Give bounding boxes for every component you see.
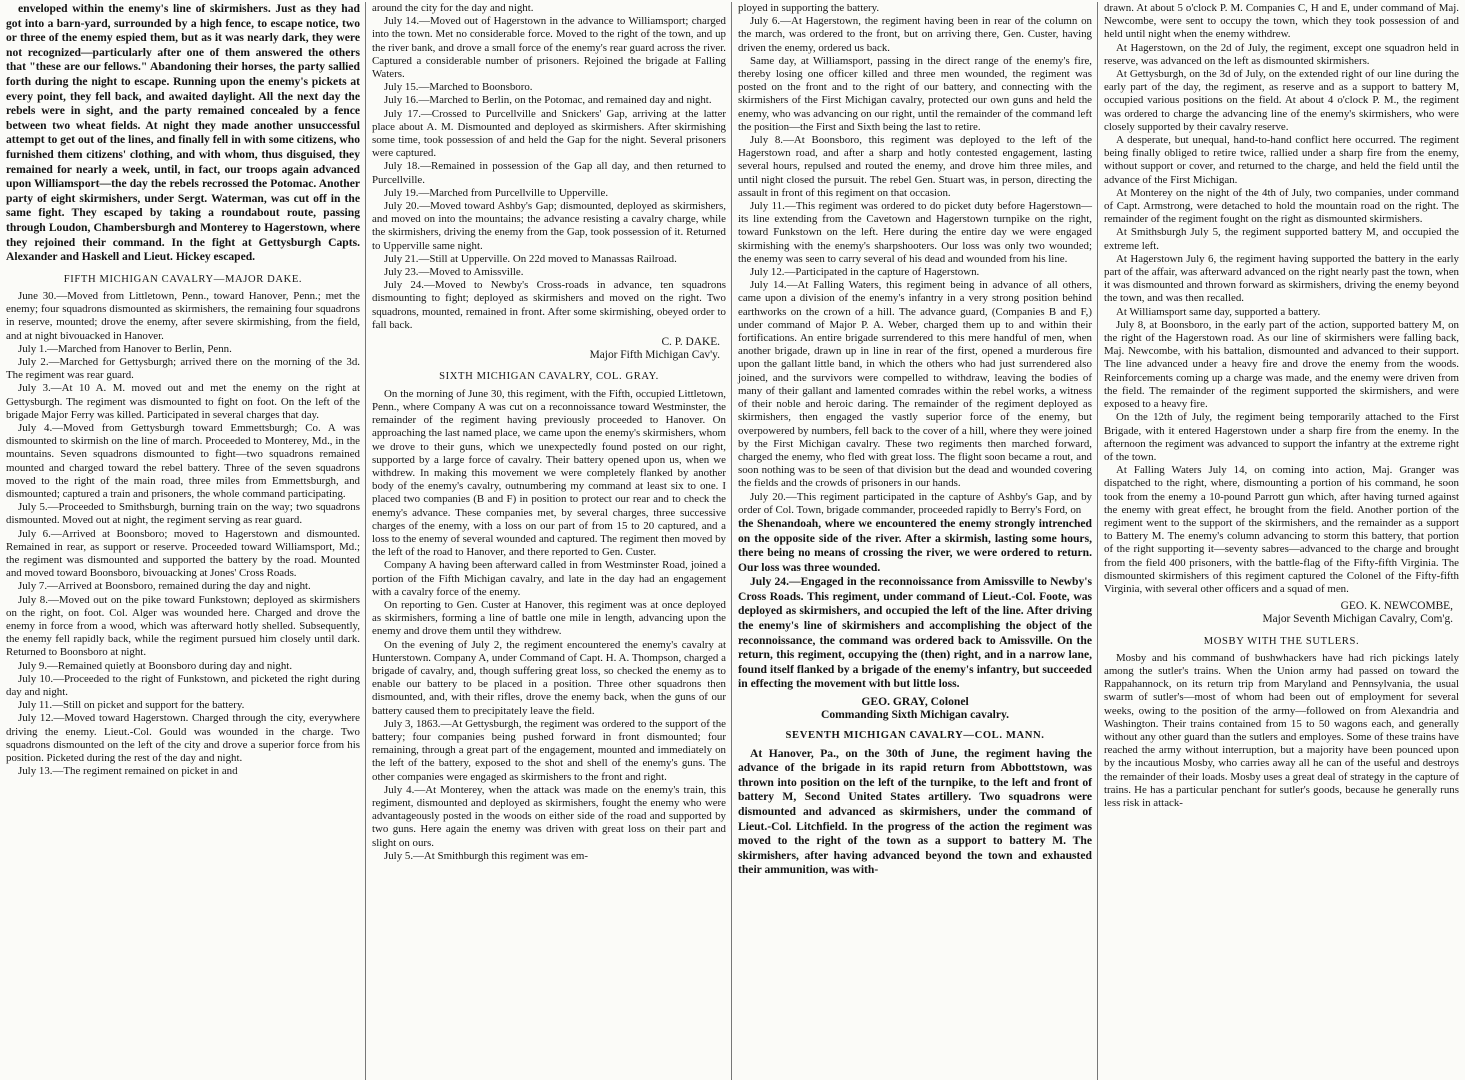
entry: July 14.—Moved out of Hagerstown in the advance to Williamsport; charged into the town. Met no considerable force. Moved to the right of the town, and up the river bank, and drove a small force of the enemy's rear guard across the river. Captured a considerable number of prisoners. Rejoined the brigade at Falling Waters. (372, 15, 726, 81)
entry: July 24.—Moved to Newby's Cross-roads in advance, ten squadrons dismounting to fight; deployed as skirmishers and moved on the right. Two squadrons, mounted, remained in front. After some skirmishing, obeyed order to fall back. (372, 279, 726, 331)
entry: July 3.—At 10 A. M. moved out and met the enemy on the right at Gettysburgh. The regiment was dismounted to fight on foot. On the left of the brigade Major Ferry was killed. Participated in several charges that day. (6, 382, 360, 421)
entry: July 21.—Still at Upperville. On 22d moved to Manassas Railroad. (384, 252, 677, 265)
entry: July 18.—Remained in possession of the Gap all day, and then returned to Purcellville. (372, 160, 726, 186)
signature-title: Commanding Sixth Michigan cavalry. (820, 708, 1010, 722)
signature-title: Major Fifth Michigan Cav'y. (589, 349, 720, 362)
entry: July 12.—Participated in the capture of Hagerstown. (750, 266, 980, 279)
entry: July 11.—This regiment was ordered to do picket duty before Hagerstown—its line extending from the Cavetown and Hagerstown turnpike on the right, toward Funkstown on the left. Here during the entire day we were engaged skirmishing with the enemy's sharpshooters. Our loss was only two wounded; the enemy was seen to carry several of his dead and wounded from his line. (738, 200, 1092, 265)
entry: July 3, 1863.—At Gettysburgh, the regiment was ordered to the support of the battery; four companies being pushed forward in front dismounted; four remaining, through a great part of the engagement, mounted and immediately on the left of the battery, exposed to the shot and shell of the enemy's guns. The other companies were engaged as skirmishers to the front and right. (372, 717, 726, 783)
entry: At Williamsport same day, supported a battery. (1116, 305, 1321, 318)
column-2 (366, 2, 732, 1080)
entry: July 5.—Proceeded to Smithsburgh, burning train on the way; two squadrons dismounted. Moved out at night, the regiment serving as rear guard. (6, 501, 360, 527)
signature-name: GEO. GRAY, Colonel (861, 695, 969, 709)
signature-title: Major Seventh Michigan Cavalry, Com'g. (1262, 613, 1453, 626)
entry: July 6.—At Hagerstown, the regiment having been in rear of the column on the march, was ordered to the front, but on arriving there, Gen. Custer, having driven the enemy, ordered us back. (738, 15, 1092, 54)
entry: July 5.—At Smithburgh this regiment was em- (384, 849, 588, 862)
entry-bold: the Shenandoah, where we encountered the enemy strongly intrenched on the opposite side of the river. After a skirmish, lasting some hours, there being no means of crossing the river, we were ordered to return. Our loss was three wounded. (738, 516, 1092, 574)
entry: July 14.—At Falling Waters, this regiment being in advance of all others, came upon a division of the enemy's infantry in a very strong position behind earthworks on the crown of a hill. The advance guard, (Companies B and F,) under command of Major P. A. Weber, charged them up to and within their fortifications. An entire brigade surrendered to this mere handful of men, when another brigade, drawn up in line in rear of the first, opened a murderous fire upon the gallant little band, in which the others who had just surrendered also joined, and the survivors were compelled to withdraw, leaving the bodies of many of their gallant and lamented comrades within the rebel works, a witness of their noble and heroic daring. The remainder of the regiment deployed as skirmishers, then engaged the vastly superior force of the enemy, but overpowered by numbers, fell back to the cover of a hill, where they were joined by the First Michigan cavalry. These two regiments then marched forward, charged the enemy, who fled with great loss. The flight soon became a rout, and soon nothing was to be seen of that division but the dead and wounded covering the fields and the crowds of prisoners in our hands. (738, 279, 1092, 490)
entry: July 13.—The regiment remained on picket in and (18, 765, 238, 778)
entry: On the 12th of July, the regiment being temporarily attached to the First Brigade, with it entered Hagerstown under a sharp fire from the enemy. In the afternoon the regiment was advanced to support the infantry at the extreme right of the town. (1104, 411, 1459, 463)
section-heading: FIFTH MICHIGAN CAVALRY—MAJOR DAKE. (63, 273, 303, 285)
entry: July 7.—Arrived at Boonsboro, remained during the day and night. (18, 580, 311, 593)
entry: Company A having been afterward called in from Westminster Road, joined a portion of the Fifth Michigan cavalry, and late in the day had an engagement with a cavalry force of the enemy. (372, 559, 726, 598)
entry: At Hagerstown, on the 2d of July, the regiment, except one squadron held in reserve, was advanced on the left as dismounted skirmishers. (1104, 41, 1459, 67)
entry: July 23.—Moved to Amissville. (384, 266, 524, 279)
entry: July 8.—At Boonsboro, this regiment was deployed to the left of the Hagerstown road, and after a sharp and hotly contested engagement, lasting several hours, repulsed and routed the enemy, and drove him three miles, and until night closed the pursuit. The rebel Gen. Stuart was, in person, directing the assault in front of this regiment on that occasion. (738, 134, 1092, 199)
entry: July 2.—Marched for Gettysburgh; arrived there on the morning of the 3d. The regiment was rear guard. (6, 355, 360, 382)
paragraph: enveloped within the enemy's line of skirmishers. Just as they had got into a barn-yard, surrounded by a high fence, to escape notice, two or three of the enemy espied them, but as it was nearly dark, they were not recognized—particularly after one of them answered the others that "these are our fellows." Abandoning their horses, the party sallied forth during the night to escape. Running upon the enemy's pickets at every point, they fell back, and awaited daylight. All the next day the rebels were in sight, and the party remained concealed by a fence between two wheat fields. At night they made another unsuccessful attempt to get out of the lines, and finally fell in with some citizens, who furnished them citizens' clothing, and with whom, thus disguised, they remained for nearly a week, until, in fact, our troops again advanced upon Williamsport—the day the rebels recrossed the Potomac. Another party of eight skirmishers, under Sergt. Waterman, was cut off in the same fight. They escaped by taking a roundabout route, passing through Loudon, Chambersburgh and Monterey to Hagerstown, where they rejoined their command. In the fight at Gettysburgh Capts. Alexander and Haskell and Lieut. Hickey escaped. (6, 2, 360, 264)
entry: July 11.—Still on picket and support for the battery. (18, 699, 245, 712)
entry: ployed in supporting the battery. (738, 2, 880, 14)
entry: July 12.—Moved toward Hagerstown. Charged through the city, everywhere driving the enemy. Lieut.-Col. Gould was wounded in the charge. Two squadrons dismounted on the left of the city and drove a superior force from his position. Picketed during the rest of the day and night. (6, 712, 360, 764)
entry: At Falling Waters July 14, on coming into action, Maj. Granger was dispatched to the right, where, dismounting a portion of his command, he soon took from the enemy a 10-pound Parrott gun which, after having turned against the enemy with great effect, he brought from the field. Another portion of the regiment went to the support of the skirmishers, and the remainder as a support to Battery M. The enemy's column advancing to storm this battery, that portion of the right supporting it—seventy sabres—advanced to the charge and brought from the field 400 prisoners, with the battle-flag of the Fifty-fifth Virginia. The dismounted skirmishers of this regiment captured the Colonel of the Fifty-fifth Virginia, with several other officers and a squad of men. (1104, 464, 1459, 595)
entry: July 1.—Marched from Hanover to Berlin, Penn. (18, 342, 232, 355)
column-1 (0, 2, 366, 1080)
entry: July 20.—Moved toward Ashby's Gap; dismounted, deployed as skirmishers, and moved on into the mountains; the advance resisting a cavalry charge, while the skirmishers, driving the enemy from the Gap, took possession of it. Returned to Upperville same night. (372, 200, 726, 252)
entry: July 6.—Arrived at Boonsboro; moved to Hagerstown and dismounted. Remained in rear, as support or reserve. Proceeded toward Williamsport, Md.; the regiment was dismounted and supported the battery by the road. Mounted and moved toward Boonsboro, bivouacking at Jones' Cross Roads. (6, 527, 360, 580)
section-heading: MOSBY WITH THE SUTLERS. (1203, 635, 1360, 647)
entry: At Hagerstown July 6, the regiment having supported the battery in the early part of the affair, was afterward advanced on the right nearly past the town, when it was dismounted and thrown forward as skirmishers, driving the enemy beyond the town, and was then recalled. (1104, 252, 1459, 305)
entry-bold: July 24.—Engaged in the reconnoissance from Amissville to Newby's Cross Roads. This regiment, under command of Lieut.-Col. Foote, was deployed as skirmishers, and occupied the left of the line. After driving the enemy's line of skirmishers and accomplishing the object of the reconnoissance, the command was ordered back to Amissville. On the return, this regiment, occupying the (then) right, and in a narrow lane, found itself flanked by a brigade of the enemy's infantry, but succeeded in effecting the movement with but little loss. (738, 575, 1092, 691)
entry: July 17.—Crossed to Purcellville and Snickers' Gap, arriving at the latter place about A. M. Dismounted and deployed as skirmishers. After skirmishing some time, took possession of and held the Gap for the night. Several prisoners were captured. (372, 107, 726, 160)
signature-name: C. P. DAKE. (661, 336, 720, 349)
signature-name: GEO. K. NEWCOMBE, (1340, 600, 1453, 613)
section-heading: SIXTH MICHIGAN CAVALRY, COL. GRAY. (439, 371, 659, 383)
entry: July 15.—Marched to Boonsboro. (384, 81, 533, 94)
entry: On the evening of July 2, the regiment encountered the enemy's cavalry at Hunterstown. Company A, under Command of Capt. H. A. Thompson, charged a brigade of cavalry, and, though suffering great loss, so checked the enemy as to enable our battery to be placed in a position. Three other squadrons then dismounted, and, with their rifles, drove the enemy back, when the guns of our battery caused them to precipitately leave the field. (372, 638, 726, 717)
entry: July 20.—This regiment participated in the capture of Ashby's Gap, and by order of Col. Town, brigade commander, proceeded rapidly to Berry's Ford, on (738, 490, 1092, 516)
column-3 (732, 2, 1098, 1080)
entry: July 8.—Moved out on the pike toward Funkstown; deployed as skirmishers on the right, on foot. Col. Alger was wounded here. Charged and drove the enemy in force from a wood, which was afterward hotly shelled. Subsequently, the enemy fell rapidly back, while the regiment pursued him closely until dark. Returned to Boonsboro at night. (6, 593, 360, 659)
entry: July 16.—Marched to Berlin, on the Potomac, and remained day and night. (384, 94, 712, 107)
entry: July 4.—At Monterey, when the attack was made on the enemy's train, this regiment, dismounted and deployed as skirmishers, fought the enemy who were advantageously posted in the woods on either side of the road and supported by two guns. Here again the enemy was driven with great loss on their part and slight on ours. (372, 783, 726, 849)
entry: A desperate, but unequal, hand-to-hand conflict here occurred. The regiment being finally obliged to retire twice, rallied under a sharp fire from the enemy, without support or cover, and returned to the charge, and held the field until the advance of the First Michigan. (1104, 134, 1459, 186)
entry-bold: At Hanover, Pa., on the 30th of June, the regiment having the advance of the brigade in its rapid return from Abbottstown, was thrown into position on the left of the turnpike, to the left and front of battery M, Second United States artillery. Two squadrons were dismounted and advanced as skirmishers, under the command of Lieut.-Col. Litchfield. In the progress of the action the regiment was moved to the right of the town as a support to battery M. The skirmishers, after having advanced beyond the town and exhausted their ammunition, was with- (738, 746, 1092, 877)
entry: around the city for the day and night. (372, 2, 534, 14)
entry: July 9.—Remained quietly at Boonsboro during day and night. (18, 659, 293, 672)
entry: At Smithsburgh July 5, the regiment supported battery M, and occupied the extreme left. (1104, 226, 1459, 252)
entry: On the morning of June 30, this regiment, with the Fifth, occupied Littletown, Penn., where Company A was cut on a reconnoissance toward Westminster, the remainder of the regiment having previously proceeded to Hanover. On approaching the last named place, we came upon the enemy's skirmishers, whom we drove to their guns, which we unexpectedly found posted on our right, supported by a large force of cavalry. Their battery opened upon us, when we withdrew. In making this movement we were completely flanked by another body of the enemy's cavalry, outnumbering my command at least six to one. I placed two companies (B and F) in position to protect our rear and to check the enemy's advance. These companies met, by several charges, three successive charges of the enemy, with a loss on our part of from 15 to 20 captured, and a loss to the enemy of several wounded and captured. The regiment then moved by the left of the road to Hanover, and there reported to Gen. Custer. (372, 387, 726, 559)
entry: Mosby and his command of bushwhackers have had rich pickings lately among the sutler's trains. When the Union army had passed on toward the Rappahannock, on its return trip from Maryland and Pennsylvania, the usual swarm of sutler's—most of whom had been out of employment for several weeks, owing to the position of the army—followed on from Alexandria and Washington. Their trains contained from 15 to 50 wagons each, and generally without any other guard than the sutlers and employes. Some of these trains have reached the army without interruption, but a majority have been pounced upon by the incautious Mosby, who carries away all he can of the useful and destroys the remainder of their loads. Mosby uses a great deal of strategy in the capture of trains. He has a particular penchant for sutler's goods, because he generally runs less risk in attack- (1104, 651, 1459, 809)
entry: July 10.—Proceeded to the right of Funkstown, and picketed the right during day and night. (6, 672, 360, 698)
entry: July 8, at Boonsboro, in the early part of the action, supported battery M, on the right of the Hagerstown road. As our line of skirmishers were falling back, Maj. Newcombe, with his battalion, dismounted and advanced to their support. The line advanced under a heavy fire and drove the enemy from the woods. Reinforcements coming up a charge was made, and the enemy were driven from the field. The remainder of the regiment supported the skirmishers, and were exposed to a heavy fire. (1104, 318, 1459, 411)
entry: July 19.—Marched from Purcellville to Upperville. (384, 186, 609, 199)
entry: At Gettysburgh, on the 3d of July, on the extended right of our line during the early part of the day, the regiment, as reserve and as a support to battery M, occupied various positions on the field. At about 4 o'clock P. M., the regiment was ordered to charge the advancing line of the enemy's skirmishers, who were closely supported by their cavalry reserve. (1104, 68, 1459, 133)
entry: June 30.—Moved from Littletown, Penn., toward Hanover, Penn.; met the enemy; four squadrons dismounted as skirmishers, the remaining four squadrons in reserve, mounted; drove the enemy, after severe skirmishing, from the field, and at night bivouacked in Hanover. (6, 289, 360, 342)
entry: On reporting to Gen. Custer at Hanover, this regiment was at once deployed as skirmishers, forming a line of battle one mile in length, advancing upon the enemy and drove them until they withdrew. (372, 598, 726, 638)
entry: Same day, at Williamsport, passing in the direct range of the enemy's fire, thereby losing one officer killed and three men wounded, the regiment was posted on the front and to the right of our battery, and connecting with the skirmishers of the First Michigan cavalry, protected our own guns and held the enemy, who was advancing on our right, until the remainder of the command left the position—the First and Sixth being the last to retire. (738, 54, 1092, 133)
section-heading: SEVENTH MICHIGAN CAVALRY—COL. MANN. (785, 730, 1045, 742)
entry: July 4.—Moved from Gettysburgh toward Emmettsburgh; Co. A was dismounted to skirmish on the line of march. Proceeded to Monterey, Md., in the mountains. Seven squadrons dismounted to fight—two squadrons remained mounted and charged toward the rebel battery. Three of the seven squadrons moved to the right of the main road, three miles from Emmettsburgh, and dismounted; captured a train and prisoners, the whole command participating. (6, 421, 360, 500)
entry: drawn. At about 5 o'clock P. M. Companies C, H and E, under command of Maj. Newcombe, were sent to occupy the town, which they took possession of and held until night when the enemy withdrew. (1104, 2, 1459, 41)
column-4 (1098, 2, 1464, 1080)
entry: At Monterey on the night of the 4th of July, two companies, under command of Capt. Armstrong, were detached to hold the mountain road on the right. The remainder of the regiment fought on the right as dismounted skirmishers. (1104, 186, 1459, 226)
